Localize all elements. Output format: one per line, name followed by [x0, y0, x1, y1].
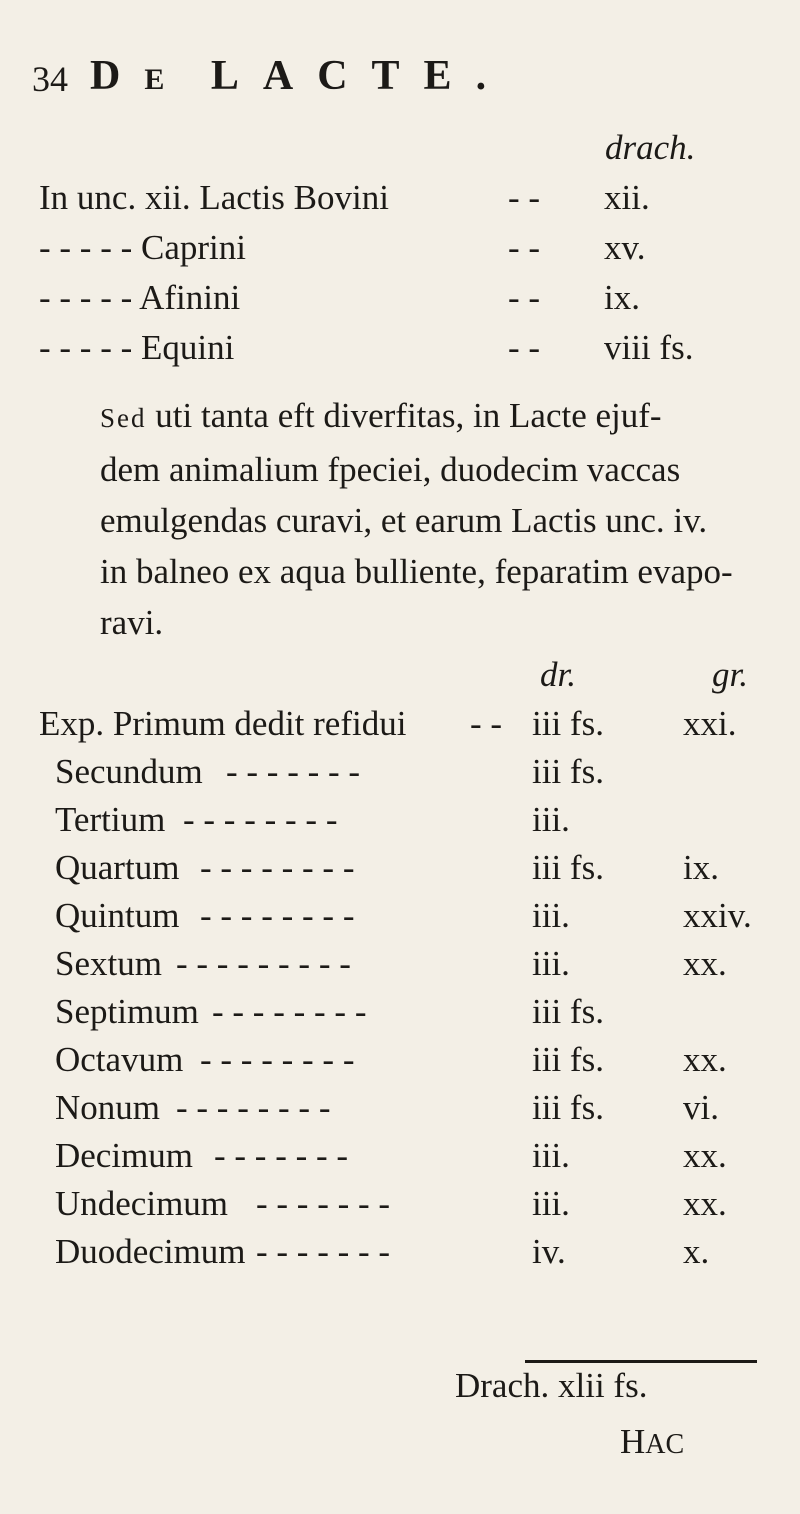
experiment-label: Sextum	[55, 944, 162, 983]
experiment-label: Octavum	[55, 1040, 184, 1079]
experiment-dashes: - - - - - - -	[214, 1136, 349, 1175]
running-head-initial: D	[90, 53, 145, 99]
paragraph-line: in balneo ex aqua bulliente, feparatim evapo-	[100, 552, 733, 591]
paragraph-line: emulgendas curavi, et earum Lactis unc. iv.	[100, 501, 708, 540]
experiment-dashes: - - - - - - - -	[200, 1040, 355, 1079]
experiment-dr: iii.	[532, 1184, 570, 1223]
experiment-dr: iii fs.	[532, 848, 604, 887]
experiment-label: Decimum	[55, 1136, 194, 1175]
experiment-label: Undecimum	[55, 1184, 229, 1223]
experiment-dashes: - - - - - - -	[226, 752, 361, 791]
table1-row-value: xii.	[604, 178, 650, 217]
running-head-rest: LACTE.	[210, 53, 511, 99]
experiment-dashes: - - - - - - - -	[200, 896, 355, 935]
experiment-dashes: - - - - - - - -	[212, 992, 367, 1031]
experiment-gr: xx.	[683, 1136, 727, 1175]
table1-row-label: - - - - - Caprini	[39, 228, 247, 267]
table1-row-value: xv.	[604, 228, 646, 267]
body-paragraph	[100, 390, 760, 648]
running-head	[90, 52, 510, 100]
experiment-gr: xx.	[683, 944, 727, 983]
table1-row-label: - - - - - Equini	[39, 328, 235, 367]
experiment-dr: iii.	[532, 800, 570, 839]
experiment-dr: iii.	[532, 1136, 570, 1175]
paragraph-line: ravi.	[100, 603, 164, 642]
experiment-label: Exp. Primum dedit refidui	[39, 704, 407, 743]
total-rule	[525, 1360, 757, 1363]
table1-unit-header: drach.	[605, 128, 696, 167]
experiment-dashes: - - - - - - -	[256, 1232, 391, 1271]
experiment-label: Nonum	[55, 1088, 160, 1127]
table1-row-label: - - - - - Afinini	[39, 278, 241, 317]
page-number: 34	[32, 59, 68, 99]
experiment-gr: xxi.	[683, 704, 737, 743]
experiment-gr: ix.	[683, 848, 719, 887]
experiment-dr: iii fs.	[532, 992, 604, 1031]
experiments-col-dr: dr.	[540, 655, 576, 694]
table1-row-label: In unc. xii. Lactis Bovini	[39, 178, 389, 217]
experiment-label: Quintum	[55, 896, 180, 935]
experiment-dr: iv.	[532, 1232, 566, 1271]
experiment-dr: iii.	[532, 944, 570, 983]
total-value: Drach. xlii fs.	[455, 1366, 648, 1405]
table1-row-dashes: - -	[508, 228, 541, 267]
experiment-dashes: - - - - - - - -	[183, 800, 338, 839]
experiments-col-gr: gr.	[712, 655, 748, 694]
catchword: HAC	[620, 1422, 685, 1461]
running-head-small: E	[144, 63, 177, 96]
experiment-gr: vi.	[683, 1088, 719, 1127]
table1-row-dashes: - -	[508, 328, 541, 367]
experiment-dashes: - - - - - - - - -	[176, 944, 351, 983]
paragraph-lead: Sed	[100, 403, 147, 433]
experiment-dashes: - - - - - - - -	[200, 848, 355, 887]
table1-row-value: ix.	[604, 278, 640, 317]
experiment-dashes: - -	[470, 704, 503, 743]
experiment-label: Secundum	[55, 752, 203, 791]
paragraph-line: dem animalium fpeciei, duodecim vaccas	[100, 450, 681, 489]
experiment-dashes: - - - - - - - -	[176, 1088, 331, 1127]
table1-row-value: viii fs.	[604, 328, 694, 367]
experiment-gr: xx.	[683, 1184, 727, 1223]
experiment-dr: iii fs.	[532, 704, 604, 743]
experiment-label: Quartum	[55, 848, 180, 887]
experiment-dr: iii fs.	[532, 1088, 604, 1127]
experiment-gr: xx.	[683, 1040, 727, 1079]
experiment-label: Tertium	[55, 800, 166, 839]
experiment-gr: x.	[683, 1232, 710, 1271]
experiment-gr: xxiv.	[683, 896, 752, 935]
experiment-label: Duodecimum	[55, 1232, 246, 1271]
table1-row-dashes: - -	[508, 278, 541, 317]
experiment-label: Septimum	[55, 992, 199, 1031]
experiment-dr: iii fs.	[532, 1040, 604, 1079]
experiment-dashes: - - - - - - -	[256, 1184, 391, 1223]
experiment-dr: iii fs.	[532, 752, 604, 791]
paragraph-line: Sed uti tanta eft diverfitas, in Lacte ejuf-	[100, 396, 662, 435]
table1-row-dashes: - -	[508, 178, 541, 217]
experiment-dr: iii.	[532, 896, 570, 935]
